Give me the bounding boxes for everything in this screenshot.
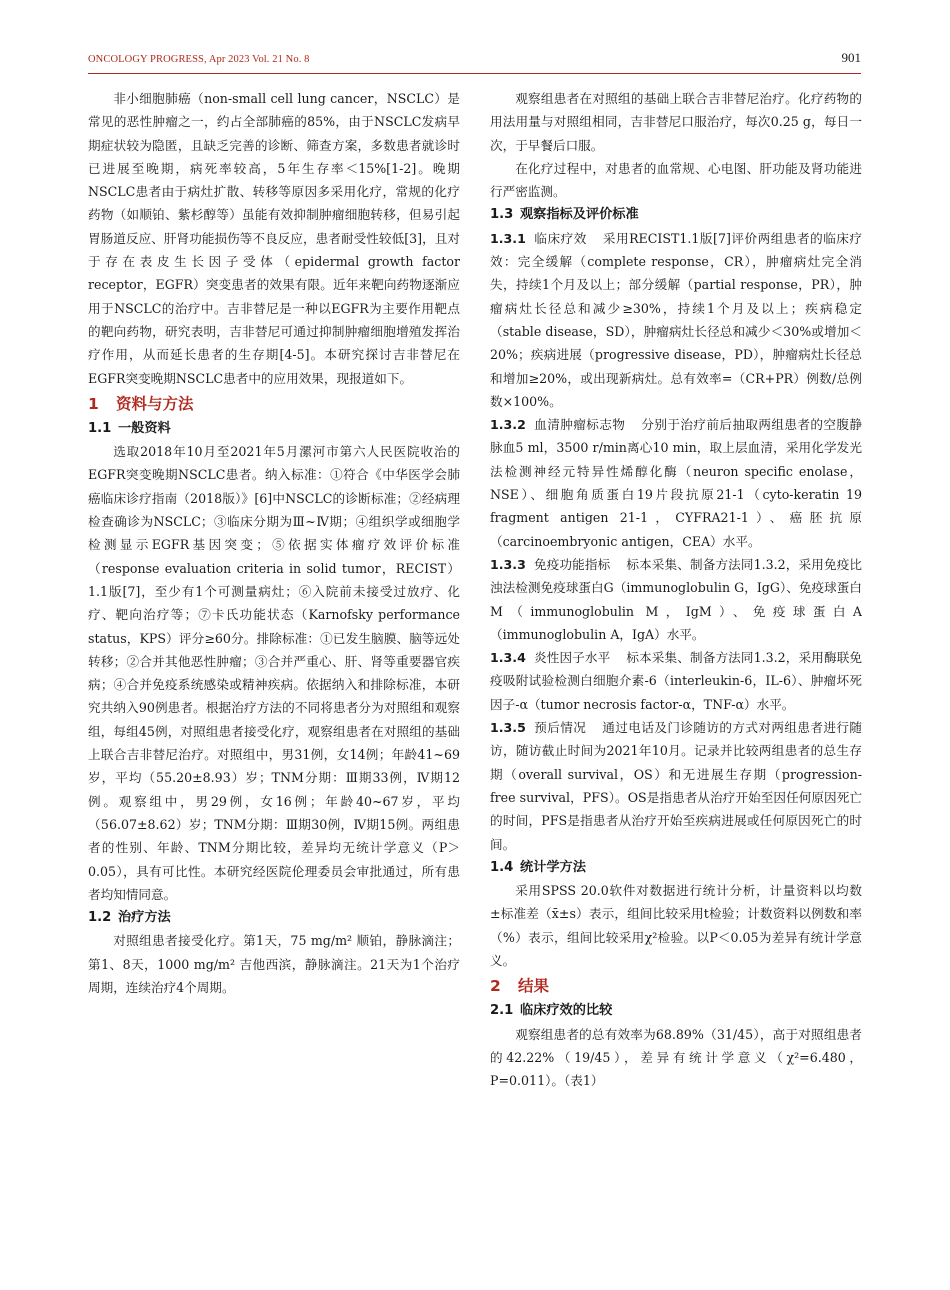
section-number: 1 — [88, 394, 99, 413]
tumor-markers-paragraph — [490, 413, 862, 553]
section-number: 2.1 — [490, 1003, 514, 1019]
header-rule — [88, 73, 861, 74]
inflammatory-factors-paragraph — [490, 646, 862, 716]
section-1-4-heading — [490, 856, 862, 879]
subsection-number: 1.3.3 — [490, 556, 526, 572]
section-title: 资料与方法 — [116, 394, 194, 413]
section-title: 观察指标及评价标准 — [520, 207, 639, 223]
subsection-text: 标本采集、制备方法同1.3.2，采用酶联免疫吸附试验检测白细胞介素-6（interleukin-6，IL-6）、肿瘤坏死因子-α（tumor necrosis factor-α，TNF-α）水平。 — [490, 650, 862, 712]
journal-citation: ONCOLOGY PROGRESS, Apr 2023 Vol. 21 No. 8 — [88, 54, 310, 65]
subsection-number: 1.3.1 — [490, 230, 526, 246]
subsection-title: 血清肿瘤标志物 — [533, 417, 626, 433]
subsection-text: 采用RECIST1.1版[7]评价两组患者的临床疗效：完全缓解（complete response，CR），肿瘤病灶完全消失，持续1个月及以上；部分缓解（partial response，PR），肿瘤病灶长径总和减少≥30%，持续1个月及以上；疾病稳定（stable disease，SD），肿瘤病灶长径总和减少＜30%或增加＜20%；疾病进展（progressive disease，PD），肿瘤病灶长径总和增加≥20%，或出现新病灶。总有效率=（CR+PR）例数/总例数×100%。 — [490, 230, 862, 409]
subsection-text: 分别于治疗前后抽取两组患者的空腹静脉血5 ml，3500 r/min离心10 min，取上层血清，采用化学发光法检测神经元特异性烯醇化酶（neuron specific enolase，NSE）、细胞角质蛋白19片段抗原21-1（cyto-keratin 19 fragment antigen 21-1，CYFRA21-1）、癌胚抗原（carcinoembryonic antigen，CEA）水平。 — [490, 417, 862, 549]
subsection-title: 临床疗效 — [533, 230, 587, 246]
left-column — [88, 87, 460, 1237]
page-number: 901 — [841, 50, 861, 65]
section-title: 结果 — [518, 977, 550, 996]
right-column — [490, 87, 862, 1237]
monitoring-paragraph: 在化疗过程中，对患者的血常规、心电图、肝功能及肾功能进行严密监测。 — [490, 160, 862, 200]
subsection-title: 炎性因子水平 — [533, 650, 611, 666]
section-number: 1.2 — [88, 910, 112, 926]
prognosis-paragraph — [490, 716, 862, 856]
immune-function-paragraph — [490, 553, 862, 646]
section-1-2-heading — [88, 906, 460, 929]
section-number: 1.3 — [490, 207, 514, 223]
section-title: 治疗方法 — [118, 910, 171, 926]
subsection-title: 免疫功能指标 — [533, 556, 611, 572]
subsection-title: 预后情况 — [533, 720, 587, 736]
section-title: 一般资料 — [118, 420, 171, 436]
section-1-heading — [88, 392, 460, 416]
subsection-number: 1.3.4 — [490, 650, 526, 666]
section-number: 2 — [490, 977, 501, 996]
observation-group-paragraph: 观察组患者在对照组的基础上联合吉非替尼治疗。化疗药物的用法用量与对照组相同，吉非替尼口服治疗，每次0.25 g，每日一次，于早餐后口服。 — [490, 91, 862, 153]
section-1-3-heading — [490, 203, 862, 226]
efficacy-results-paragraph: 观察组患者的总有效率为68.89%（31/45），高于对照组患者的42.22%（19/45），差异有统计学意义（χ²=6.480，P=0.011）。（表1） — [490, 1026, 862, 1089]
section-number: 1.4 — [490, 859, 514, 875]
page-header — [88, 50, 861, 72]
statistics-paragraph: 采用SPSS 20.0软件对数据进行统计分析，计量资料以均数±标准差（x̄±s）表示，组间比较采用t检验；计数资料以例数和率（%）表示，组间比较采用χ²检验。以P＜0.05为差异有统计学意义。 — [490, 883, 862, 968]
subsection-number: 1.3.2 — [490, 417, 526, 433]
section-title: 统计学方法 — [520, 859, 586, 875]
section-title: 临床疗效的比较 — [520, 1003, 613, 1019]
subsection-text: 标本采集、制备方法同1.3.2，采用免疫比浊法检测免疫球蛋白G（immunoglobulin G，IgG）、免疫球蛋白M（immunoglobulin M，IgM）、免疫球蛋白A（immunoglobulin A，IgA）水平。 — [490, 556, 862, 642]
section-2-heading — [490, 974, 862, 998]
general-data-paragraph: 选取2018年10月至2021年5月漯河市第六人民医院收治的EGFR突变晚期NSCLC患者。纳入标准：①符合《中华医学会肺癌临床诊疗指南（2018版）》[6]中NSCLC的诊断标准；②经病理检查确诊为NSCLC；③临床分期为Ⅲ~Ⅳ期；④组织学或细胞学检测显示EGFR基因突变；⑤依据实体瘤疗效评价标准（response evaluation criteria in solid tumor，RECIST）1.1版[7]，至少有1个可测量病灶；⑥入院前未接受过放疗、化疗、靶向治疗等；⑦卡氏功能状态（Karnofsky performance status，KPS）评分≥60分。排除标准：①已发生脑膜、脑等远处转移；②合并其他恶性肿瘤；③合并严重心、肝、肾等重要器官疾病；④合并免疫系统感染或精神疾病。依据纳入和排除标准，本研究共纳入90例患者。根据治疗方法的不同将患者分为对照组和观察组，每组45例，对照组患者接受化疗，观察组患者在对照组的基础上联合吉非替尼治疗。对照组中，男31例，女14例；年龄41~69岁，平均（55.20±8.93）岁；TNM分期：Ⅲ期33例，Ⅳ期12例。观察组中，男29例，女16例；年龄40~67岁，平均（56.07±8.62）岁；TNM分期：Ⅲ期30例，Ⅳ期15例。两组患者的性别、年龄、TNM分期比较，差异均无统计学意义（P＞0.05），具有可比性。本研究经医院伦理委员会审批通过，所有患者均知情同意。 — [88, 444, 460, 902]
section-number: 1.1 — [88, 420, 112, 436]
intro-paragraph: 非小细胞肺癌（non-small cell lung cancer，NSCLC）是常见的恶性肿瘤之一，约占全部肺癌的85%，由于NSCLC发病早期症状较为隐匿，且缺乏完善的诊断、筛查方案，多数患者就诊时已进展至晚期，病死率较高，5年生存率＜15%[1-2]。晚期NSCLC患者由于病灶扩散、转移等原因多采用化疗，常规的化疗药物（如顺铂、紫杉醇等）虽能有效抑制肿瘤细胞转移，但易引起胃肠道反应、肝肾功能损伤等不良反应，患者耐受性较低[3]，且对于存在表皮生长因子受体（epidermal growth factor receptor，EGFR）突变患者的效果有限。近年来靶向药物逐渐应用于NSCLC的治疗中。吉非替尼是一种以EGFR为主要作用靶点的靶向药物，研究表明，吉非替尼可通过抑制肿瘤细胞增殖发挥治疗作用，从而延长患者的生存期[4-5]。本研究探讨吉非替尼在EGFR突变晚期NSCLC患者中的应用效果，现报道如下。 — [88, 91, 460, 386]
section-2-1-heading — [490, 999, 862, 1022]
subsection-number: 1.3.5 — [490, 720, 526, 736]
section-1-1-heading — [88, 417, 460, 440]
subsection-text: 通过电话及门诊随访的方式对两组患者进行随访，随访截止时间为2021年10月。记录并比较两组患者的总生存期（overall survival，OS）和无进展生存期（progression-free survival，PFS）。OS是指患者从治疗开始至因任何原因死亡的时间，PFS是指患者从治疗开始至疾病进展或任何原因死亡的时间。 — [490, 720, 862, 852]
treatment-paragraph: 对照组患者接受化疗。第1天，75 mg/m² 顺铂，静脉滴注；第1、8天，1000 mg/m² 吉他西滨，静脉滴注。21天为1个治疗周期，连续治疗4个周期。 — [88, 933, 460, 995]
clinical-efficacy-paragraph — [490, 227, 862, 413]
